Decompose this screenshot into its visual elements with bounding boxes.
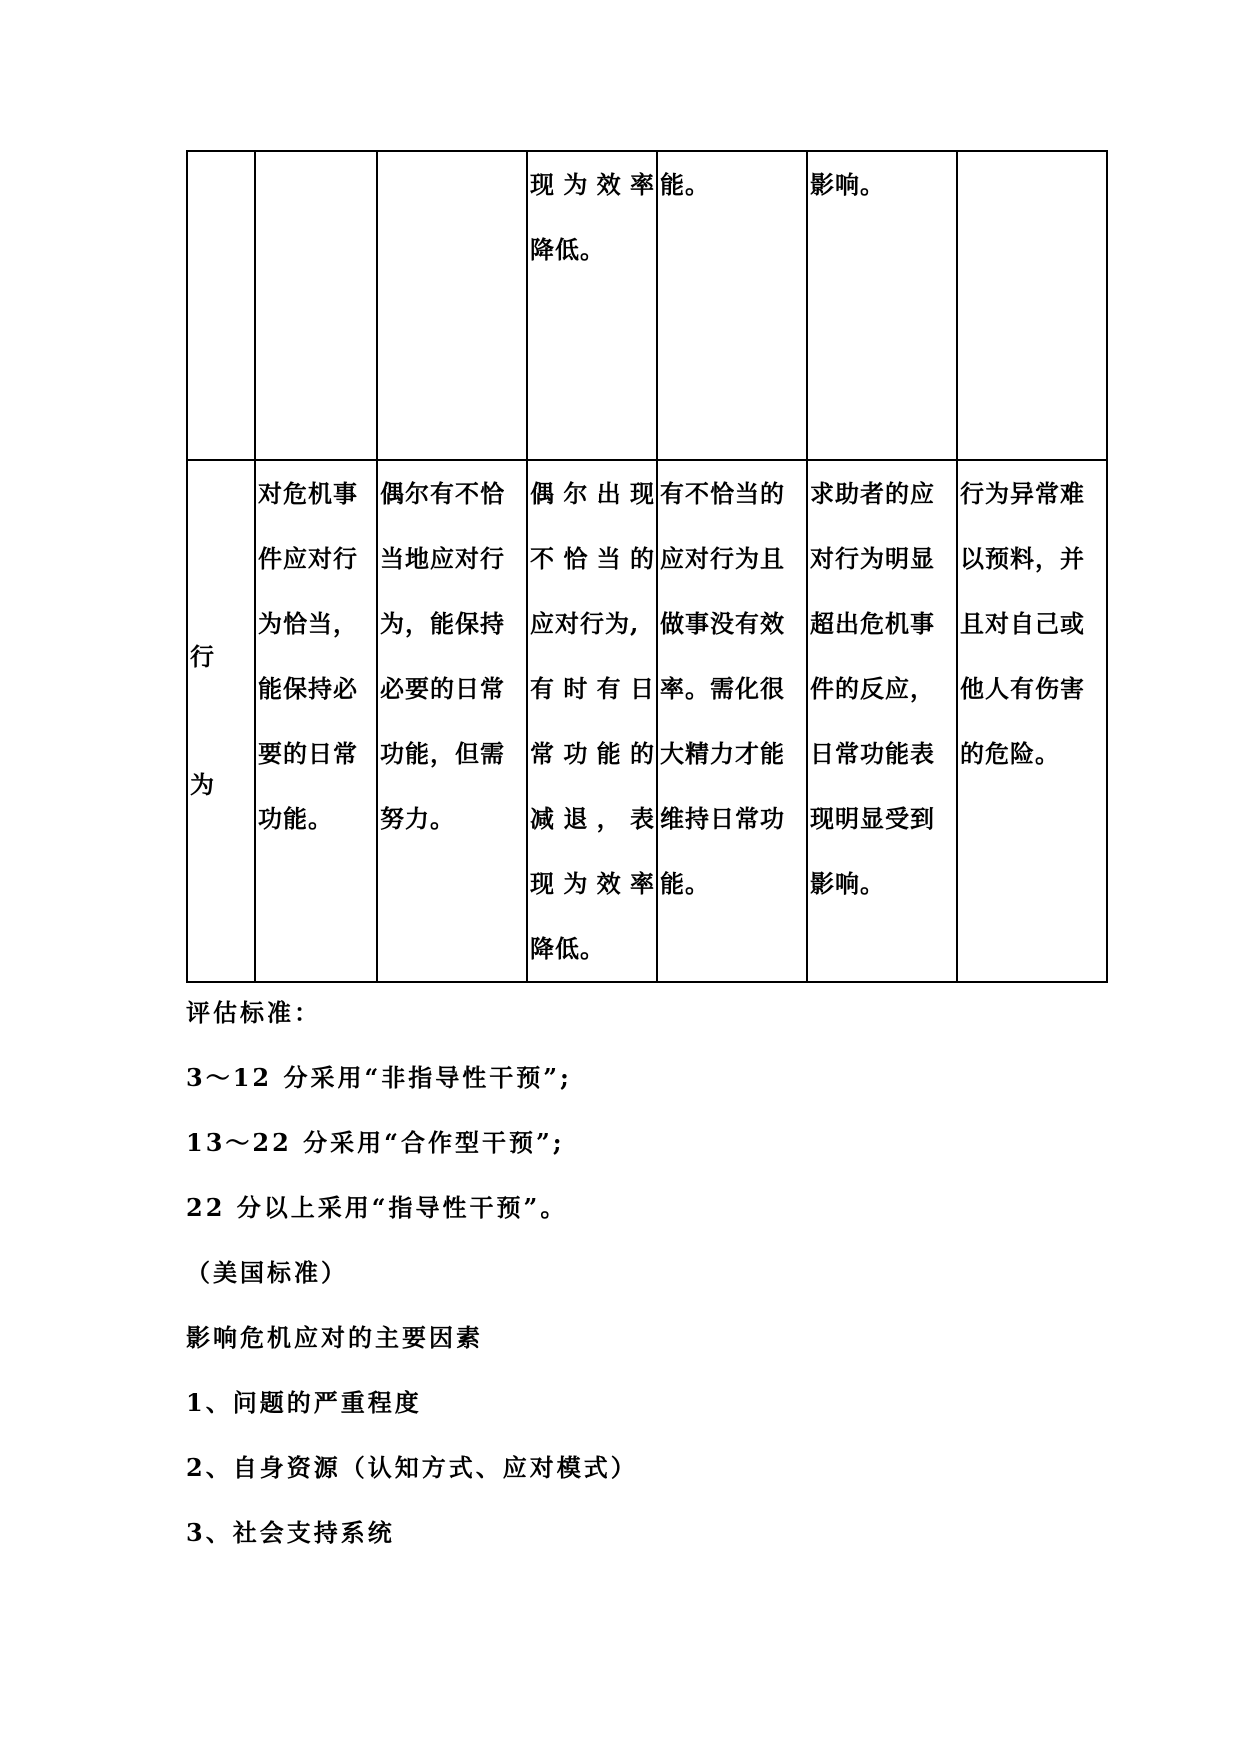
cell-line: 必要的日常: [380, 674, 505, 703]
cell-line: 应对行为,: [530, 609, 640, 638]
criteria-item: 3～12 分采用“非指导性干预”;: [186, 1063, 572, 1092]
criteria-item: 13～22 分采用“合作型干预”;: [186, 1128, 565, 1157]
table-cell: [957, 460, 1107, 982]
table-cell: [807, 151, 957, 460]
factor-item: 1、问题的严重程度: [186, 1388, 422, 1417]
factor-item: 2、自身资源（认知方式、应对模式）: [186, 1453, 638, 1482]
assessment-table: [186, 150, 1108, 983]
table-row-continuation: [187, 151, 1107, 460]
standard-note: （美国标准）: [186, 1258, 348, 1287]
table-cell: [377, 151, 527, 460]
table-cell: [957, 151, 1107, 460]
cell-line: 做事没有效: [660, 609, 785, 638]
table-cell: [527, 151, 657, 460]
cell-line: 为，能保持: [380, 609, 505, 638]
cell-line: 降低。: [530, 235, 605, 264]
cell-line: 现为效率: [530, 869, 654, 898]
table-cell: [377, 460, 527, 982]
cell-line: 能。: [660, 170, 710, 199]
cell-line: 现为效率: [530, 170, 654, 199]
table-cell: [255, 460, 377, 982]
cell-line: 影响。: [810, 170, 885, 199]
cell-line: 行为异常难: [960, 479, 1085, 508]
cell-line: 的危险。: [960, 739, 1060, 768]
table-cell: [657, 460, 807, 982]
cell-line: 求助者的应: [810, 479, 935, 508]
cell-line: 有不恰当的: [660, 479, 785, 508]
cell-line: 能。: [660, 869, 710, 898]
assessment-criteria-heading: 评估标准：: [186, 998, 321, 1027]
cell-line: 要的日常: [258, 739, 358, 768]
table-cell: [807, 460, 957, 982]
factor-item: 3、社会支持系统: [186, 1518, 395, 1547]
cell-line: 超出危机事: [810, 609, 935, 638]
cell-line: 功能。: [258, 804, 333, 833]
cell-line: 维持日常功: [660, 804, 785, 833]
cell-line: 对行为明显: [810, 544, 935, 573]
cell-line: 降低。: [530, 934, 605, 963]
table-cell-label-empty: [187, 151, 255, 460]
cell-line: 功能，但需: [380, 739, 505, 768]
cell-line: 有时有日: [530, 674, 654, 703]
cell-line: 大精力才能: [660, 739, 785, 768]
cell-line: 以预料，并: [960, 544, 1085, 573]
criteria-item: 22 分以上采用“指导性干预”。: [186, 1193, 568, 1222]
cell-line: 且对自己或: [960, 609, 1085, 638]
cell-line: 件应对行: [258, 544, 358, 573]
cell-line: 不恰当的: [530, 544, 654, 573]
cell-line: 能保持必: [258, 674, 358, 703]
row-label-char: 行: [190, 642, 214, 671]
table-cell-label: [187, 460, 255, 982]
cell-line: 率。需化很: [660, 674, 785, 703]
factors-heading: 影响危机应对的主要因素: [186, 1323, 483, 1352]
row-label-char: 为: [190, 770, 214, 799]
cell-line: 减退，表: [530, 804, 654, 833]
table-cell: [527, 460, 657, 982]
cell-line: 影响。: [810, 869, 885, 898]
cell-line: 当地应对行: [380, 544, 505, 573]
table-row-behavior: [187, 460, 1107, 982]
cell-line: 为恰当，: [258, 609, 358, 638]
cell-line: 偶尔有不恰: [380, 479, 505, 508]
cell-line: 偶尔出现: [530, 479, 654, 508]
cell-line: 应对行为且: [660, 544, 785, 573]
cell-line: 现明显受到: [810, 804, 935, 833]
table-cell: [255, 151, 377, 460]
cell-line: 常功能的: [530, 739, 654, 768]
cell-line: 他人有伤害: [960, 674, 1085, 703]
cell-line: 件的反应，: [810, 674, 935, 703]
table-cell: [657, 151, 807, 460]
cell-line: 努力。: [380, 804, 455, 833]
cell-line: 日常功能表: [810, 739, 935, 768]
cell-line: 对危机事: [258, 479, 358, 508]
